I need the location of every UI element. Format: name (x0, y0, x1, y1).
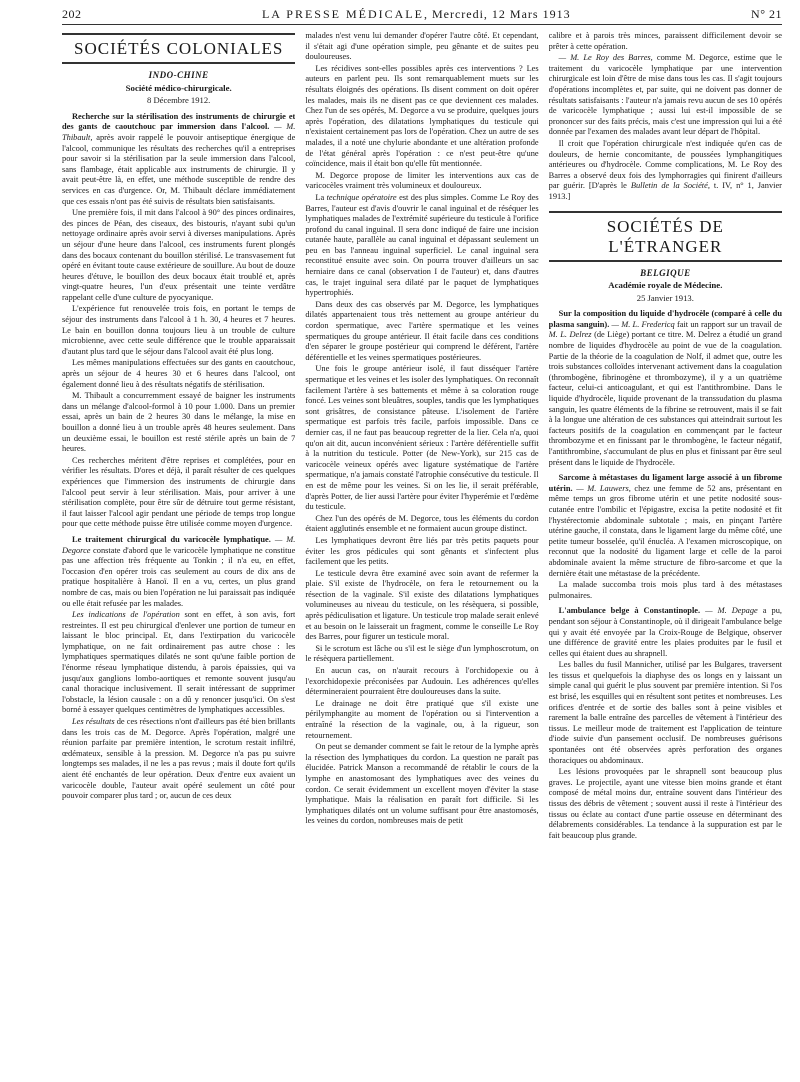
paragraph-text: de ces résections n'ont d'ailleurs pas été bien brillants dans les trois cas de M. Degorce. Après l'opération, malgré une réunion parfaite par première intention, le scrotum restait infiltré, œdémateux, sensible à la pression. M. Degorce n'a pas pu suivre longtemps ses malades, il ne les a pas revus ; mais il doute fort qu'ils aient été enchantés de leur opération. Deux d'entre eux avaient un varicocèle double, l'auteur avait opéré seulement un côté pour pouvoir comparer plus tard ; or, aucun de ces deux (62, 717, 296, 801)
section-title: SOCIÉTÉS COLONIALES (74, 39, 284, 58)
emphasis: technique opératoire (326, 192, 397, 202)
article-text: constate d'abord que le varicocèle lymphatique ne constitue pas une affection très fréquente au Tonkin ; il n'a eu, en effet, l'occasion d'en opérer trois cas seulement au cours de dix ans de pratique hospitalière à Hanoï. Il en a vu, certes, un plus grand nombre de cas, mais ou bien l'opération ne lui paraissait pas indiquée ou elle était refusée par les malades. (62, 545, 296, 608)
running-head: 202 LA PRESSE MÉDICALE, Mercredi, 12 Mars 1913 N° 21 (62, 0, 782, 25)
society-heading: Académie royale de Médecine. (608, 280, 723, 291)
paragraph-text: est des plus simples. Comme Le Roy des Barres, l'auteur est d'avis d'ouvrir le canal inguinal et de réséquer les lymphatiques malades de l'extrémité supérieure du testicule à l'orifice profond du canal inguinal. Il sera donc indiqué de faire une incision cutanée haute, parallèle au canal inguinal et dépassant seulement un peu en bas l'anneau inguinal superficiel. Le canal inguinal sera reconstitué ensuite avec soin. On pourra trouver d'ailleurs un sac herniaire dans ce canal (observation I de l'auteur) et, dans d'autres cas, le trajet inguinal sera dilaté par le paquet de lymphatiques hypertrophiés. (305, 192, 539, 298)
article-author: — M. Depage (705, 606, 758, 616)
paragraph: Les mêmes manipulations effectuées sur des gants en caoutchouc, après un séjour de 4 heures 30 et 6 heures dans l'alcool, ont également donné lieu à des résultats négatifs de stérilisation. (62, 358, 296, 389)
paragraph: Les lymphatiques devront être liés par très petits paquets pour éviter les gros pédicules qui sont gênants et s'infectent plus facilement que les petits. (305, 535, 539, 567)
emphasis: Les indications de l'opération (72, 610, 180, 620)
session-date: 8 Décembre 1912. (147, 95, 211, 106)
paragraph: Dans deux des cas observés par M. Degorce, les lymphatiques dilatés appartenaient tous très nettement au groupe antérieur du cordon spermatique, avec l'artère spermatique et les veines spermatiques du groupe antérieur. Il était facile dans ces conditions d'en séparer le groupe postérieur qui comprend le déférent, l'artère déférentielle et les veines spermatiques postérieures. (305, 299, 539, 362)
journal-title: LA PRESSE MÉDICALE (261, 7, 424, 21)
paragraph-text: t. IV, n° 1, Janvier 1913.] (548, 181, 782, 201)
paragraph: Une fois le groupe antérieur isolé, il faut disséquer l'artère spermatique et les veines et les isoler des lymphatiques. On reconnaît facilement l'artère à ses battements et même à sa coloration rouge foncé. Les veines sont bleuâtres, souples, tandis que les lymphatiques sont grisâtres, de consistance pâteuse. L'isolement de l'artère spermatique est parfois très facile, parfois impossible. Dans ce dernier cas, il ne faut pas beaucoup regretter de la lier. Cela n'a, quoi qu'on ait dit, aucun inconvénient sérieux : l'artère déférentielle suffit à la nutrition du testicule. Potter (de New-York), sur 215 cas de varicocèle veineux opérés avec ligature systématique de l'artère spermatique, n'a jamais constaté l'atrophie consécutive du testicule. Il en est de même pour les veines. Si on les lie, il serait préférable, d'après Potter, de lier aussi l'artère pour éviter l'hyperémie et l'œdème du testicule. (305, 364, 539, 512)
article-author: — M. Lauwers, (576, 483, 631, 493)
article-author: M. L. Delrez (548, 330, 592, 340)
column-1 (62, 31, 295, 1079)
paragraph: Le drainage ne doit être pratiqué que s'il existe une périlymphangite au moment de l'opération ou si l'intervention a entraîné la résection de la vaginale, ou, à la rigueur, son retournement. (305, 698, 539, 740)
paragraph-text: Il croit que l'opération chirurgicale n'est indiquée qu'en cas de douleurs, de hernie concomitante, de poussées lymphangitiques antérieures ou d'hydrocèle. Comme complications, M. Le Roy des Barres a observé deux fois des lymphorragies qui finirent d'ailleurs par guérir. [D'après le (548, 138, 782, 191)
paragraph: On peut se demander comment se fait le retour de la lymphe après la résection des lymphatiques du cordon. La question ne paraît pas élucidée. Patrick Manson a recommandé de rétablir le cours de la lymphe en anastomosant des lymphatiques avec des veines du cordon. Ce serait évidemment un excellent moyen d'éviter la stase lymphatique. Mais la réalisation en paraît fort difficile. Si les lymphatiques dilatés ont un volume suffisant pour être anastomosés, les veines du cordon, nombreuses mais de petit (305, 742, 539, 826)
column-2 (305, 31, 538, 1079)
paragraph: M. Thibault a concurremment essayé de baigner les instruments dans un mélange d'alcool-formol à 10 pour 1.000. Dans un premier essai, après un bain de 2 heures 30 dans le mélange, la mise en bouillon a donné lieu à un trouble après 48 heures seulement. Dans un deuxième essai, le bouillon est resté stérile après un bain de 7 heures. (62, 391, 296, 454)
paragraph-text: a pu, pendant son séjour à Constantinople, où il dirigeait l'ambulance belge qui y avait été envoyée par la Croix-Rouge de Belgique, observer une différence de gravité entre les plaies produites par le fusil et celles qui étaient dues au shrapnell. (548, 606, 782, 658)
paragraph-text: sont en effet, à son avis, fort restreintes. Il est peu chirurgical d'enlever une portion de tumeur en laissant le bloc principal. Et, dans l'extirpation du varicocèle lymphatique, on ne fait ordinairement pas autre chose : les lymphatiques spermatiques dilatés ne sont qu'une faible portion de l'énorme réseau lymphatique distendu, à parois épaissies, qui va jusqu'aux ganglions lombo-aortiques et remonte souvent jusqu'au canal thoracique inclusivement. Il serait intéressant de supprimer l'obstacle, la lésion causale : on a dû y renoncer jusqu'ici. On s'est borné à essayer quelques centimètres de lymphatiques accessibles. (62, 610, 296, 715)
paragraph: L'expérience fut renouvelée trois fois, en portant le temps de séjour des instruments dans l'alcool à 1 h. 30, 4 heures et 7 heures. Le bain en bouillon donna toujours lieu à un trouble de culture microbienne, avec cette seule différence que le trouble apparaissait d'autant plus tard que le séjour dans l'alcool avait été plus long. (62, 304, 296, 356)
article-author: — M. L. Fredericq (611, 319, 675, 329)
article-title: Le traitement chirurgical du varicocèle lymphatique. (72, 534, 271, 544)
article-varicocele (62, 535, 295, 802)
section-header-colonial (62, 33, 295, 64)
society-heading: Société médico-chirurgicale. (125, 82, 232, 93)
article-author: — M. Le Roy des Barres, (558, 53, 653, 63)
article-text: après avoir rappelé le pouvoir antiseptique énergique de l'alcool, communique les résultats des recherches qu'il a entreprises pour savoir si la stérilisation par la seule immersion dans l'alcool, sans flambage, était applicable aux instruments de chirurgie. Il y avait peut-être là, en effet, une méthode susceptible de rendre des services en cas d'urgence. Or, M. Thibault déclare immédiatement que ces essais n'ont pas été suivis de résultats bien satisfaisants. (62, 132, 296, 206)
paragraph: Les récidives sont-elles possibles après ces interventions ? Les auteurs en parlent peu. Ils sont remarquablement muets sur les résultats éloignés des opérations. Ils disent comment on doit opérer les malades, mais ils ne disent pas ce que deviennent ces malades. Chez l'un de ses opérés, M. Degorce a vu se produire, quelques jours après l'opération, des dilatations lymphatiques du testicule qui n'existaient certainement pas lors de l'opération. Chez un autre de ses malades, il a noté une chylurie abondante et une altération profonde de l'état général après l'opération : ce n'est peut-être qu'une coïncidence, mais il était bon qu'elle fût mentionnée. (305, 63, 539, 169)
paragraph: M. Degorce propose de limiter les interventions aux cas de varicocèles vraiment très volumineux et douloureux. (305, 170, 539, 191)
paragraph-text: (de Liège) portant ce titre. M. Delrez a étudié un grand nombre de liquides d'hydrocèle au point de vue de la coagulation. Partie de la théorie de la coagulation de Nolf, il admet que, outre les trois substances colloïdes intervenant activement dans la coagulation (thrombogène, fibrinogène et thrombozyme), il y a un quatrième facteur, celui-ci anticoagulant, et qui est l'antithrombine. Dans le liquide d'hydrocèle, liquide provenant de la transsudation du plasma sanguin, les quatre éléments de la fibrine se retrouvent, mais il se fait à la longue une altération de ces substances qui atteindrait surtout les facteurs positifs de la coagulation en commençant par le facteur thrombozyme et en finissant par le thrombogène, le facteur négatif, l'antithrombine, s'accumulant de plus en plus et finissant par être seul présent dans le liquide de l'hydrocèle. (548, 330, 782, 467)
paragraph: Les lésions provoquées par le shrapnell sont beaucoup plus graves. Le projectile, ayant une vitesse bien moins grande et étant composé de métal moins dur, entraîne souvent dans l'intérieur des tissus des débris de vêtement ; souvent aussi il reste à l'intérieur des tissus ou éclate au contact d'une partie osseuse en déterminant des délabrements considérables. La tendance à la suppuration est par le fait beaucoup plus grande. (548, 767, 782, 840)
article-title: L'ambulance belge à Constantinople. (558, 606, 701, 616)
article-title: Sarcome à métastases du ligament large associé à un fibrome utérin. (548, 473, 782, 493)
article-columns (62, 31, 782, 1079)
paragraph: Une première fois, il mit dans l'alcool à 90° des pinces ordinaires, des pinces de Péan, des ciseaux, des bistouris, n'ayant subi qu'un nettoyage ordinaire après avoir servi à diverses manipulations. Après un séjour d'une heure dans l'alcool, ces instruments furent plongés dans des bocaux contenant du bouillon stérilisé. Le transvasement fut opéré en évitant toute cause extérieure de souillure. Au bout de douze heures d'étuve, le bouillon des deux bocaux était troublé et, après vingt-quatre heures, l'un d'eux présentait une teinte verdâtre rappelant celle d'une culture de pyocyanique. (62, 208, 296, 302)
paragraph: Les balles du fusil Mannicher, utilisé par les Bulgares, traversent les tissus et quelquefois la diaphyse des os longs en y laissant un simple canal qui guérit le plus souvent par première intention. Si l'os est brisé, les esquilles qui en résultent sont petites et nombreuses. Les orifices d'entrée et de sortie des balles sont à peine visibles et rarement la balle entraîne des parcelles de vêtement à l'intérieur des tissus. Le meilleur mode de traitement est l'application de teinture d'iode suivie d'un pansement occlusif. De nombreuses guérisons spontanées ont été observées après perforation des organes thoraciques ou abdominaux. (548, 660, 782, 765)
paragraph: Chez l'un des opérés de M. Degorce, tous les éléments du cordon étaient agglutinés ensemble et ne formaient aucun groupe distinct. (305, 513, 539, 534)
paragraph-text: comme M. Degorce, estime que le traitement du varicocèle lymphatique par une intervention chirurgicale est loin d'être de mise dans tous les cas. Il s'agit toujours d'opérations incomplètes et, par suite, qui ne doivent pas donner de résultats satisfaisants : l'auteur n'a jamais revu aucun de ses 10 opérés de varicocèle lymphatique ; aussi lui est-il impossible de se prononcer sur des faits précis, mais c'est une impression qui lui a été donnée par l'examen des malades avant leur départ de l'hôpital. (548, 53, 782, 137)
section-title: SOCIÉTÉS DE L'ÉTRANGER (606, 216, 724, 256)
article-sarcome (549, 473, 782, 601)
paragraph: En aucun cas, on n'aurait recours à l'orchidopexie ou à l'exorchidopexie préconisées par Audouin. Les adhérences qu'elles détermineraient pourraient être douloureuses dans la suite. (305, 666, 539, 697)
article-ambulance (549, 606, 782, 841)
column-3 (549, 31, 782, 1079)
article-hydrocele (549, 309, 782, 468)
article-sterilisation (62, 112, 295, 530)
country-heading: BELGIQUE (640, 267, 691, 278)
paragraph: Ces recherches méritent d'être reprises et complétées, pour en vérifier les résultats. D'ores et déjà, il paraît résulter de ces quelques expériences que l'immersion des instruments de chirurgie dans l'alcool peut servir à leur stérilisation. Mais, pour arriver à une stérilisation complète, pour être sûr de détruire tout germe résistant, il faut laisser l'alcool agir pendant une période de temps trop longue pour que cette méthode puisse être utilisée comme moyen d'urgence. (62, 455, 296, 529)
section-header-foreign (549, 211, 782, 262)
page-number: 202 (62, 7, 82, 21)
paragraph: malades n'est venu lui demander d'opérer l'autre côté. Et cependant, il s'était agi d'une opération simple, peu gênante et de suites peu douloureuses. (305, 31, 539, 62)
paragraph-text: chez une femme de 52 ans, présentant en même temps un gros fibrome utérin et une petite nodosité sous-cutanée entre l'ombilic et l'épigastre, excisa la petite nodosité et fit l'hystérectomie abdominale subtotale ; mais, en pinçant l'artère utérine gauche, il constata, dans le ligament large du même côté, une petite tumeur bosselée, qu'il énucléa. A l'examen microscopique, on reconnut que la nodosité du ligament large et celle de la paroi abdominale avaient la même structure de fibro-sarcome et que la dernière était une métastase de la précédente. (548, 483, 782, 578)
paragraph: Si le scrotum est lâche ou s'il est le siège d'un lymphoscrotum, on le résèquera partiellement. (305, 643, 539, 664)
emphasis: Les résultats (72, 717, 115, 727)
paragraph: La malade succomba trois mois plus tard à des métastases pulmonaires. (548, 580, 782, 600)
paragraph: calibre et à parois très minces, paraissent difficilement devoir se prêter à cette opération. (548, 31, 782, 51)
issue-date: Mercredi, 12 Mars 1913 (431, 7, 571, 21)
article-title: Recherche sur la stérilisation des instruments de chirurgie et des gants de caoutchouc par immersion dans l'alcool. (62, 111, 296, 132)
paragraph-text: La (315, 192, 325, 202)
session-date: 25 Janvier 1913. (636, 292, 694, 303)
issue-number: N° 21 (751, 7, 782, 21)
paragraph: Le testicule devra être examiné avec soin avant de refermer la plaie. S'il existe de l'hydrocèle, on fera le retournement ou la résection de la vaginale. S'il existe des dilatations lymphatiques volumineuses au niveau du testicule, on les résèquera, si possible, après pédiculisation et ligature. Un testicule trop malade serait enlevé et au besoin on le laisserait un fragment, comme le conseille Le Roy des Barres, pour figurer un testicule moral. (305, 568, 539, 642)
article-author: — M. Thibault, (62, 122, 296, 142)
country-heading: INDO-CHINE (148, 70, 209, 80)
article-title: Sur la composition du liquide d'hydrocèle (comparé à celle du plasma sanguin). (548, 309, 782, 329)
emphasis: Bulletin de la Société, (630, 181, 710, 191)
paragraph-text: fait un rapport sur un travail de (676, 319, 782, 329)
article-author: — M. Degorce (62, 534, 296, 555)
